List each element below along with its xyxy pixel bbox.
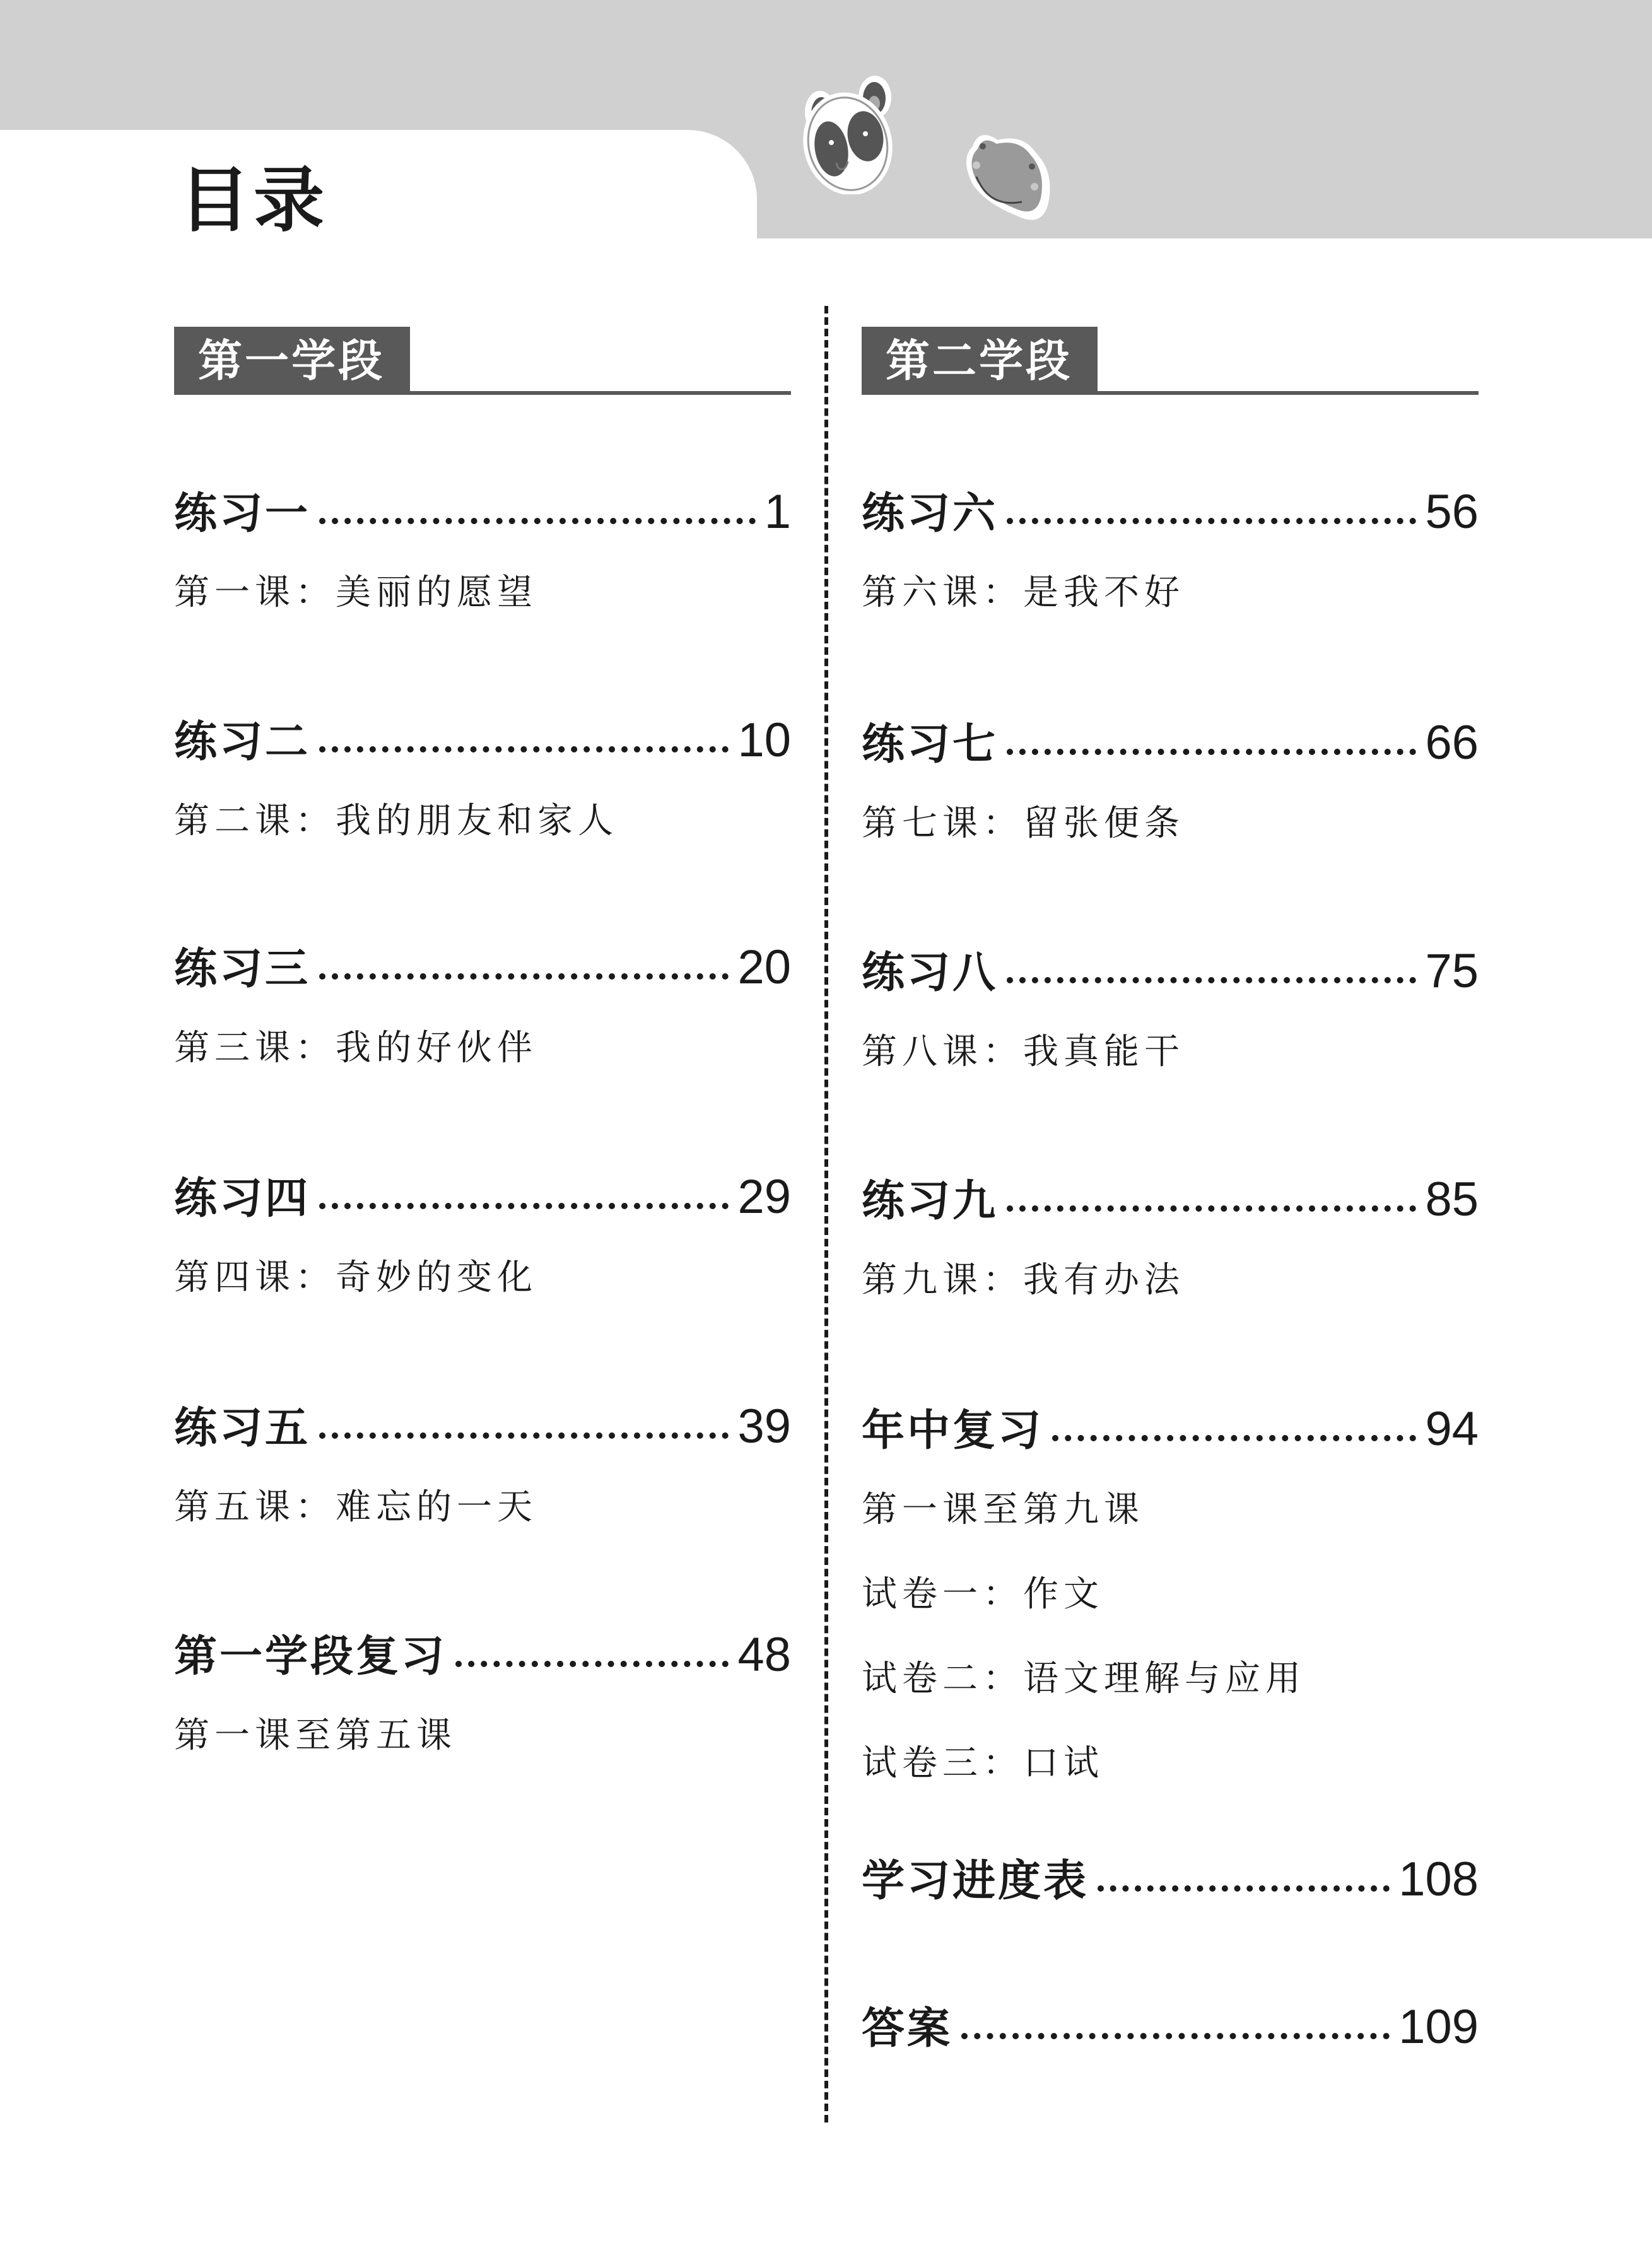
entry-title: 练习八 bbox=[862, 948, 999, 998]
entry-page-number: 94 bbox=[1425, 1402, 1479, 1456]
entry-subtitle: 第七课：留张便条 bbox=[862, 803, 1185, 844]
dot-leader bbox=[1007, 977, 1416, 983]
dot-leader bbox=[1098, 1885, 1390, 1892]
section-header-label: 第一学段 bbox=[174, 327, 410, 395]
toc-entry[interactable] bbox=[862, 1847, 1479, 1908]
toc-entry[interactable] bbox=[862, 939, 1479, 1074]
entry-title: 第一学段复习 bbox=[174, 1632, 447, 1682]
dot-leader bbox=[1007, 518, 1416, 524]
toc-entry[interactable] bbox=[862, 710, 1479, 846]
toc-entry[interactable] bbox=[862, 1994, 1479, 2056]
entry-page-number: 56 bbox=[1425, 485, 1479, 539]
page-title: 目录 bbox=[179, 160, 328, 242]
entry-title: 练习七 bbox=[862, 720, 999, 770]
column-divider bbox=[824, 306, 828, 2122]
dot-leader bbox=[319, 746, 729, 752]
entry-page-number: 66 bbox=[1425, 716, 1479, 770]
toc-entry[interactable] bbox=[174, 708, 791, 843]
entry-subtitle: 第九课：我有办法 bbox=[862, 1260, 1185, 1301]
entry-subtitle: 第五课：难忘的一天 bbox=[174, 1487, 537, 1528]
entry-title: 练习九 bbox=[862, 1176, 999, 1226]
panda-icon bbox=[796, 68, 935, 194]
entry-title: 年中复习 bbox=[862, 1406, 1044, 1456]
dot-leader bbox=[961, 2033, 1390, 2039]
entry-title: 学习进度表 bbox=[862, 1856, 1089, 1906]
section-header-second-term bbox=[862, 327, 1479, 395]
toc-entry[interactable] bbox=[174, 479, 791, 615]
toc-entry[interactable] bbox=[174, 935, 791, 1070]
toc-entry[interactable] bbox=[174, 1622, 791, 1758]
dot-leader bbox=[1007, 1205, 1416, 1212]
dot-leader bbox=[1007, 749, 1416, 755]
entry-page-number: 20 bbox=[737, 940, 791, 994]
section-header-first-term bbox=[174, 327, 791, 395]
entry-page-number: 85 bbox=[1425, 1173, 1479, 1226]
dot-leader bbox=[1052, 1435, 1416, 1441]
toc-entry[interactable] bbox=[174, 1164, 791, 1300]
entry-page-number: 108 bbox=[1398, 1853, 1479, 1906]
entry-page-number: 48 bbox=[737, 1628, 791, 1682]
dot-leader bbox=[319, 973, 729, 980]
entry-title: 答案 bbox=[862, 2004, 953, 2054]
entry-subtitle: 第一课至第五课 bbox=[174, 1715, 457, 1756]
toc-entry[interactable] bbox=[174, 1394, 791, 1530]
entry-page-number: 109 bbox=[1398, 2000, 1479, 2054]
entry-page-number: 10 bbox=[737, 713, 791, 767]
toc-entry[interactable] bbox=[862, 479, 1479, 615]
entry-subtitle: 第六课：是我不好 bbox=[862, 572, 1185, 613]
entry-page-number: 39 bbox=[737, 1400, 791, 1453]
dot-leader bbox=[319, 1203, 729, 1209]
entry-subtitle: 试卷三：口试 bbox=[862, 1743, 1104, 1784]
entry-subtitle: 第三课：我的好伙伴 bbox=[174, 1028, 537, 1069]
entry-subtitle: 第四课：奇妙的变化 bbox=[174, 1257, 537, 1298]
toc-entry[interactable] bbox=[862, 1396, 1479, 1786]
entry-subtitle: 第八课：我真能干 bbox=[862, 1031, 1185, 1072]
entry-title: 练习二 bbox=[174, 717, 311, 767]
entry-page-number: 29 bbox=[737, 1170, 791, 1224]
dot-leader bbox=[455, 1661, 729, 1667]
section-header-label: 第二学段 bbox=[862, 327, 1098, 395]
entry-subtitle: 第二课：我的朋友和家人 bbox=[174, 800, 618, 841]
entry-title: 练习三 bbox=[174, 944, 311, 994]
entry-subtitle: 第一课至第九课 bbox=[862, 1489, 1144, 1530]
toc-entry[interactable] bbox=[862, 1167, 1479, 1303]
entry-page-number: 75 bbox=[1425, 944, 1479, 998]
entry-title: 练习四 bbox=[174, 1174, 311, 1224]
entry-subtitle: 第一课：美丽的愿望 bbox=[174, 572, 537, 613]
entry-subtitle: 试卷二：语文理解与应用 bbox=[862, 1658, 1306, 1699]
entry-title: 练习一 bbox=[174, 489, 311, 539]
entry-subtitle: 试卷一：作文 bbox=[862, 1574, 1104, 1615]
frog-icon bbox=[954, 121, 1080, 228]
entry-page-number: 1 bbox=[764, 485, 791, 539]
entry-title: 练习六 bbox=[862, 489, 999, 539]
dot-leader bbox=[319, 1432, 729, 1439]
dot-leader bbox=[319, 518, 756, 524]
entry-title: 练习五 bbox=[174, 1403, 311, 1453]
